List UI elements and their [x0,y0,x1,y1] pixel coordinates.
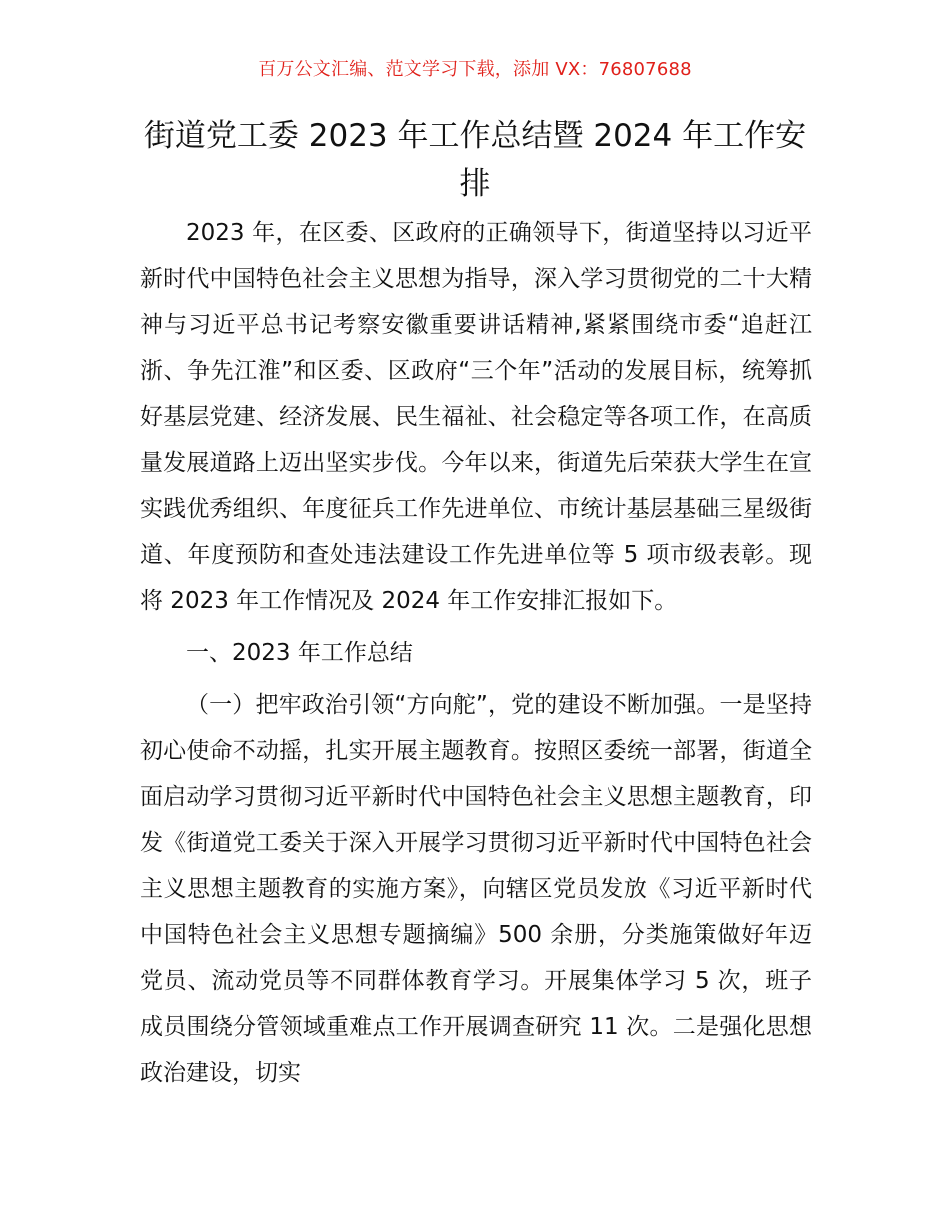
section-heading: 一、2023 年工作总结 [186,640,413,666]
header-watermark-note: 百万公文汇编、范文学习下载，添加 VX：76807688 [258,59,692,80]
subsection-paragraph: （一）把牢政治引领“方向舵”，党的建设不断加强。一是坚持初心使命不动摇，扎实开展主题教育。按照区委统一部署，街道全面启动学习贯彻习近平新时代中国特色社会主义思想主题教育，印发《街道党工委关于深入开展学习贯彻习近平新时代中国特色社会主义思想主题教育的实施方案》，向辖区党员发放《习近平新时代中国特色社会主义思想专题摘编》500 余册，分类施策做好年迈党员、流动党员等不同群体教育学习。开展集体学习 5 次，班子成员围绕分管领域重难点工作开展调查研究 11 次。二是强化思想政治建设，切实 [140,692,812,1086]
document-title: 街道党工委 2023 年工作总结暨 2024 年工作安排 [143,118,807,202]
document-body [140,210,812,1096]
intro-paragraph: 2023 年，在区委、区政府的正确领导下，街道坚持以习近平新时代中国特色社会主义思想为指导，深入学习贯彻党的二十大精神与习近平总书记考察安徽重要讲话精神,紧紧围绕市委“追赶江浙、争先江淮”和区委、区政府“三个年”活动的发展目标，统筹抓好基层党建、经济发展、民生福祉、社会稳定等各项工作，在高质量发展道路上迈出坚实步伐。今年以来，街道先后荣获大学生在宣实践优秀组织、年度征兵工作先进单位、市统计基层基础三星级街道、年度预防和查处违法建设工作先进单位等 5 项市级表彰。现将 2023 年工作情况及 2024 年工作安排汇报如下。 [140,220,812,614]
